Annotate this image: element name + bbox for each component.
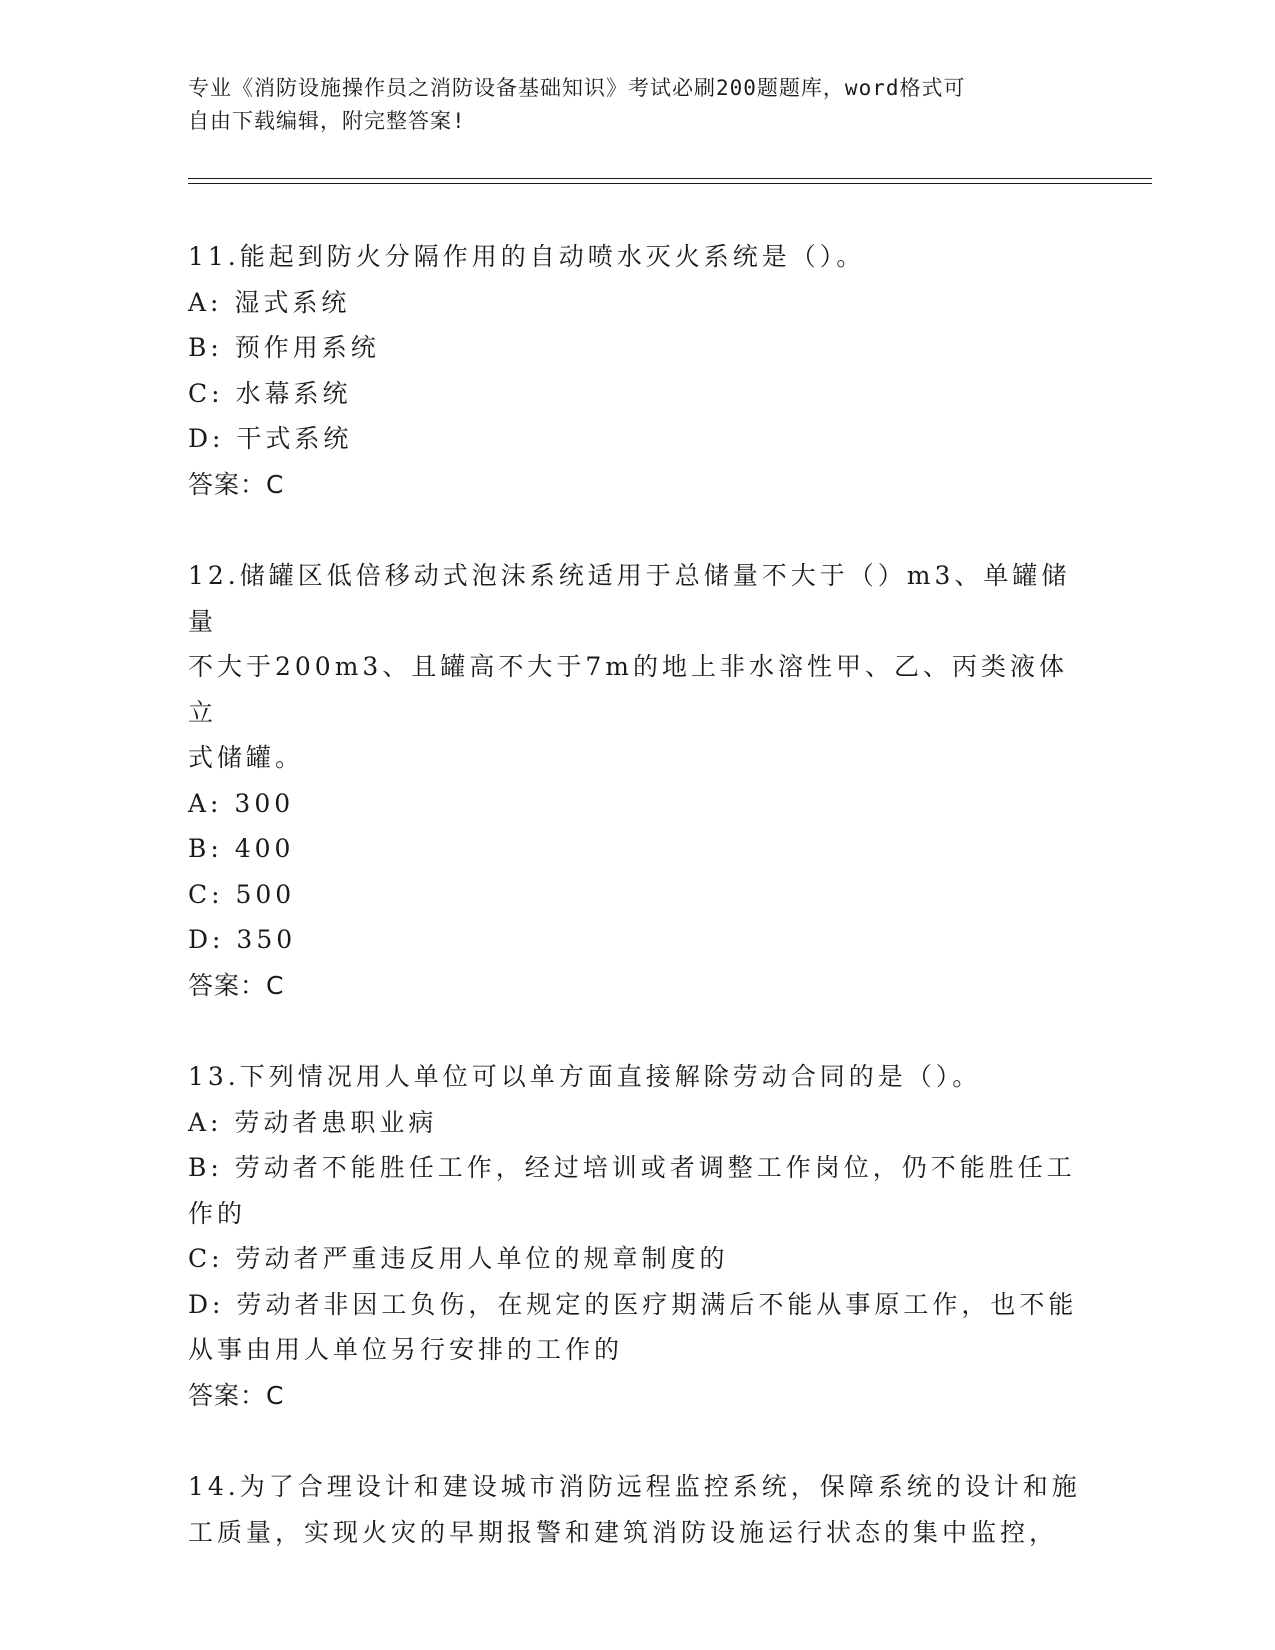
question-stem-line-2: 工质量，实现火灾的早期报警和建筑消防设施运行状态的集中监控， xyxy=(188,1517,1059,1547)
question-12 xyxy=(188,553,1088,1008)
option-b: B: 预作用系统 xyxy=(188,333,380,362)
header-line-2: 自由下载编辑，附完整答案! xyxy=(188,109,466,133)
header-line-1: 专业《消防设施操作员之消防设备基础知识》考试必刷200题题库，word格式可 xyxy=(188,76,966,100)
option-a: A: 300 xyxy=(188,788,295,818)
option-b-line-1: B: 劳动者不能胜任工作，经过培训或者调整工作岗位，仍不能胜任工 xyxy=(188,1153,1076,1182)
header-divider-bottom xyxy=(188,183,1152,184)
option-d-line-2: 从事由用人单位另行安排的工作的 xyxy=(188,1335,624,1364)
option-a: A: 劳动者患职业病 xyxy=(188,1107,438,1137)
document-header xyxy=(188,72,1088,138)
option-c: C: 水幕系统 xyxy=(188,378,352,408)
question-stem-line-2: 不大于200m3、且罐高不大于7m的地上非水溶性甲、乙、丙类液体立 xyxy=(188,652,1068,727)
option-a: A: 湿式系统 xyxy=(188,287,351,317)
question-14 xyxy=(188,1464,1088,1555)
option-b: B: 400 xyxy=(188,834,295,863)
option-d-line-1: D: 劳动者非因工负伤，在规定的医疗期满后不能从事原工作，也不能 xyxy=(188,1289,1078,1319)
question-13 xyxy=(188,1054,1088,1418)
option-d: D: 干式系统 xyxy=(188,424,353,453)
question-stem: 13.下列情况用人单位可以单方面直接解除劳动合同的是（）。 xyxy=(188,1062,982,1091)
header-divider-top xyxy=(188,178,1152,179)
option-c: C: 劳动者严重违反用人单位的规章制度的 xyxy=(188,1244,729,1273)
question-stem-line-1: 14.为了合理设计和建设城市消防远程监控系统，保障系统的设计和施 xyxy=(188,1472,1081,1501)
question-stem-line-1: 12.储罐区低倍移动式泡沫系统适用于总储量不大于（）m3、单罐储量 xyxy=(188,561,1071,636)
question-11 xyxy=(188,234,1088,507)
answer: 答案：C xyxy=(188,469,285,499)
question-stem: 11.能起到防火分隔作用的自动喷水灭火系统是（）。 xyxy=(188,242,866,271)
option-c: C: 500 xyxy=(188,879,296,909)
option-d: D: 350 xyxy=(188,925,297,954)
question-list xyxy=(188,234,1088,1601)
answer: 答案：C xyxy=(188,1380,285,1410)
question-stem-line-3: 式储罐。 xyxy=(188,743,305,772)
option-b-line-2: 作的 xyxy=(188,1198,247,1228)
answer: 答案：C xyxy=(188,970,285,1000)
